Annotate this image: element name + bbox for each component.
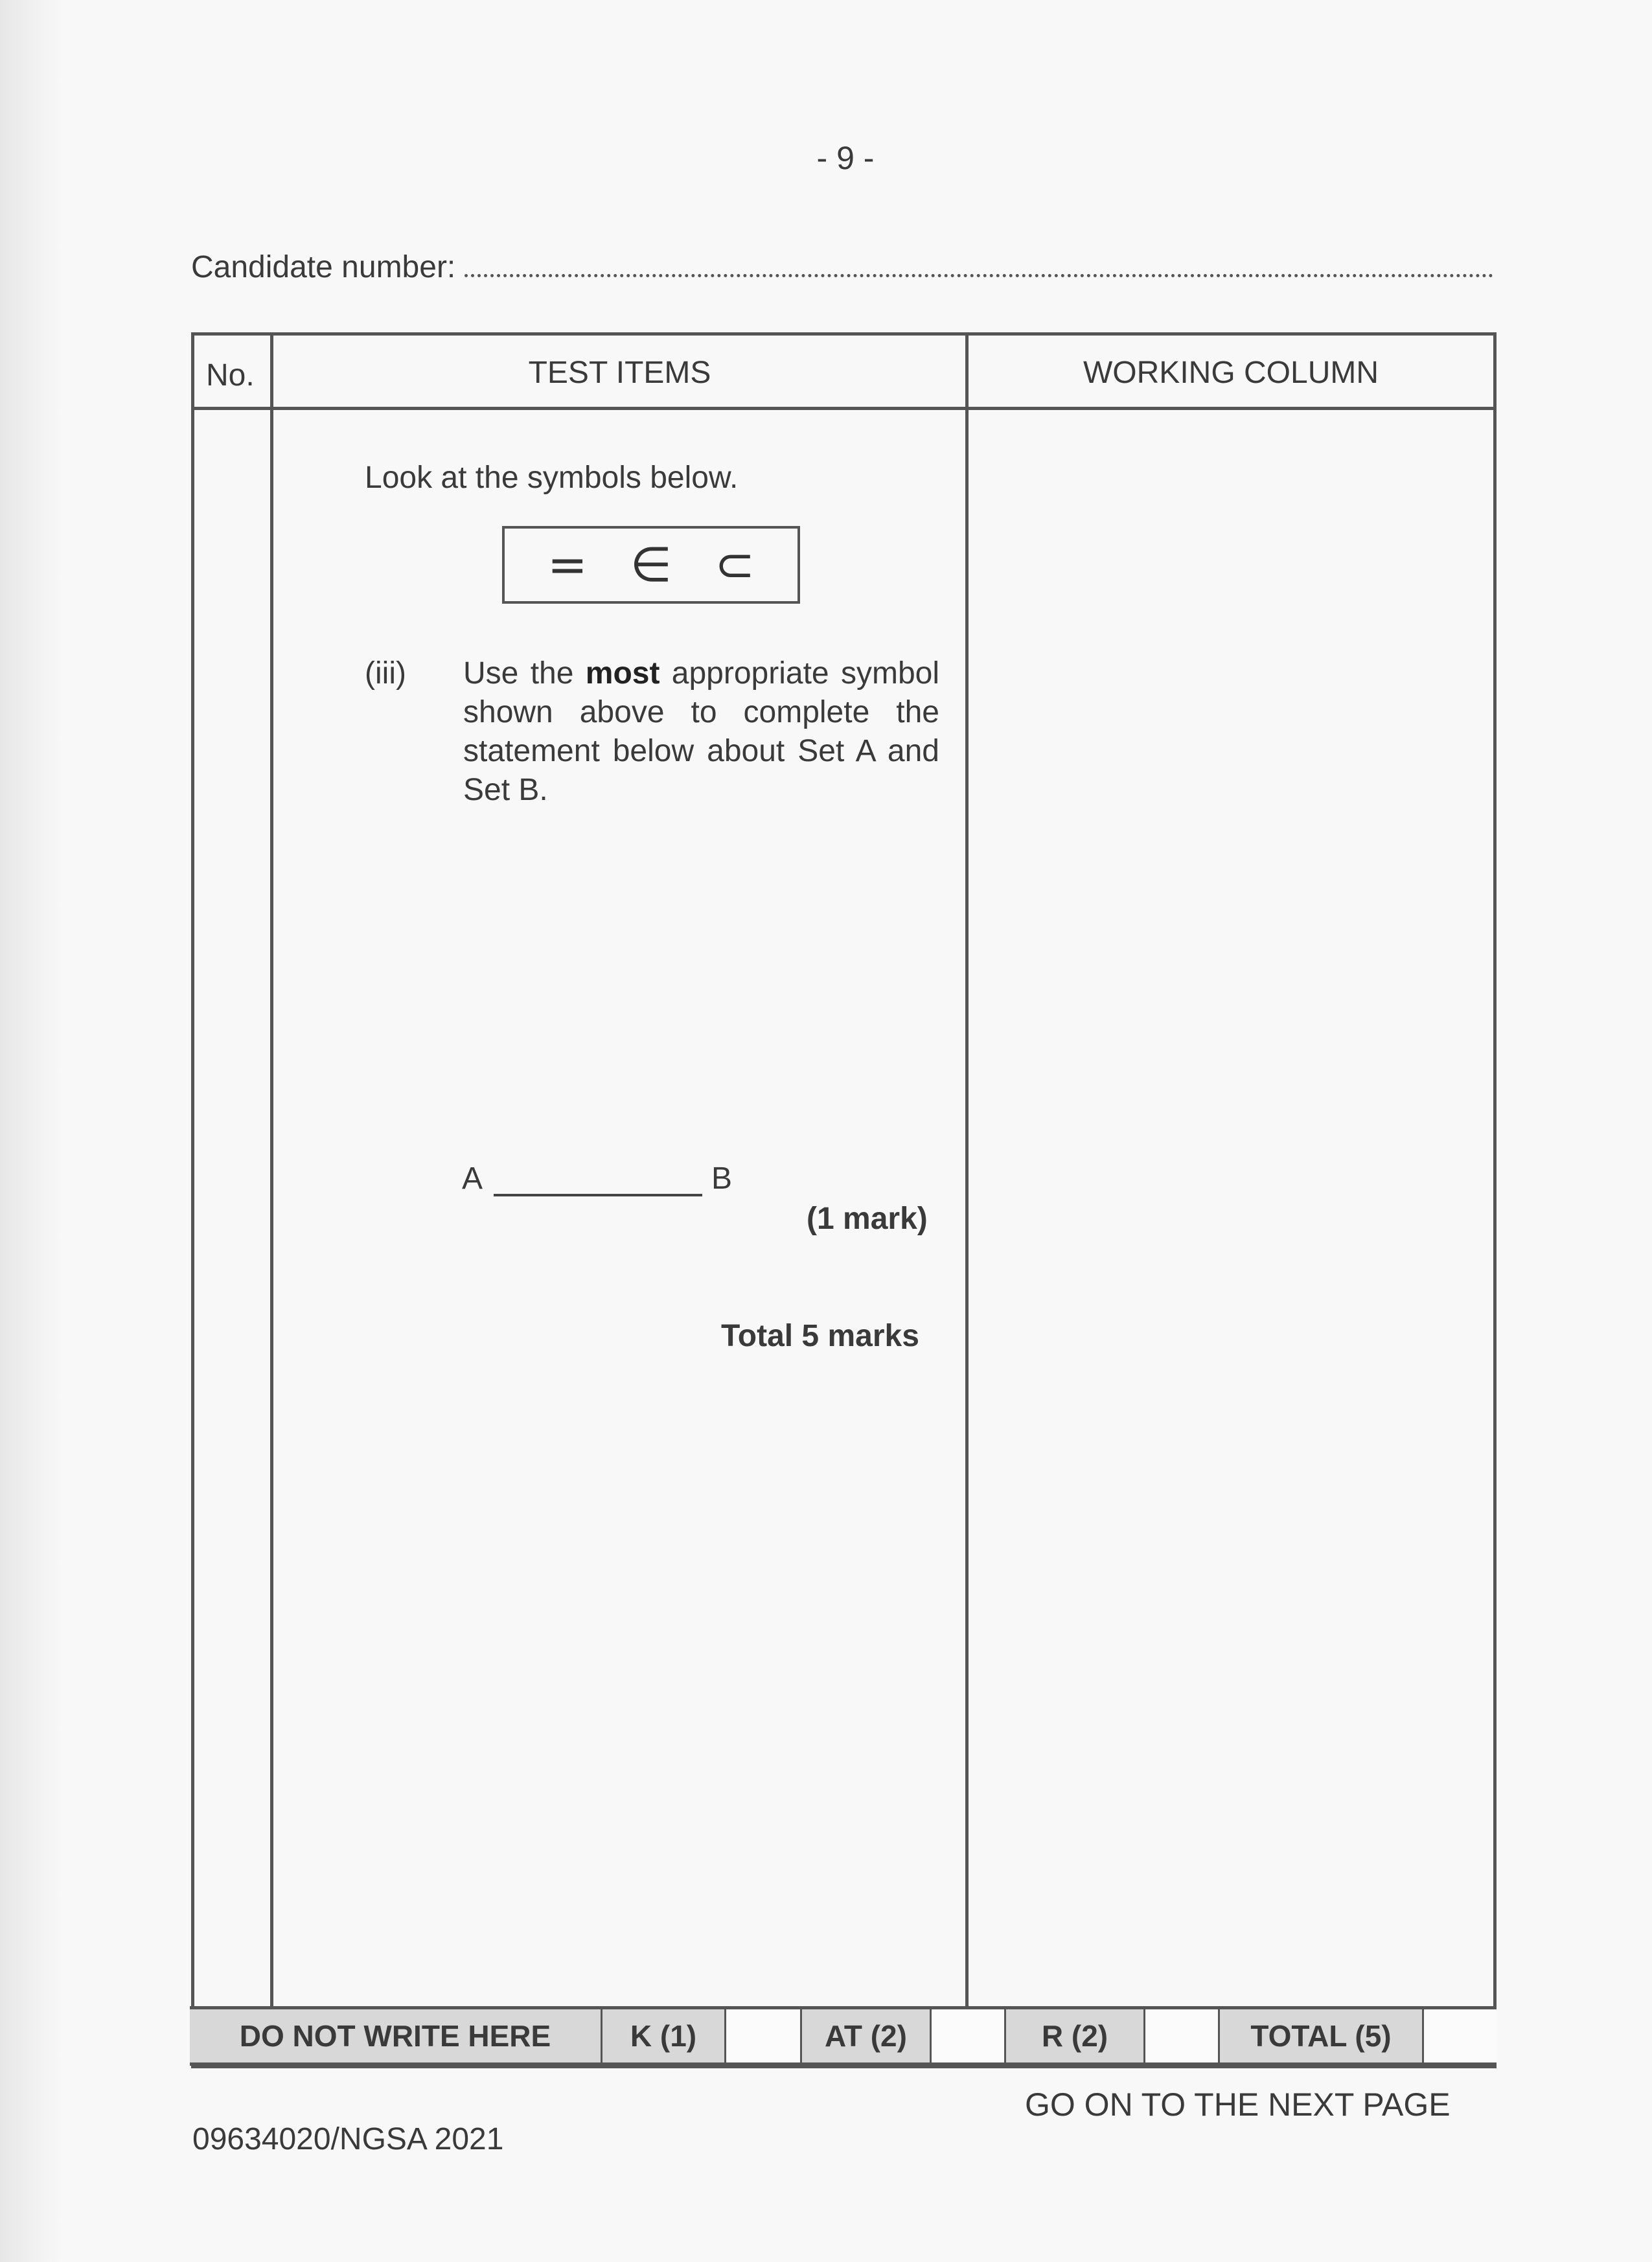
set-b-label: B — [711, 1161, 733, 1196]
page-number: - 9 - — [816, 140, 875, 176]
column-divider-working — [965, 336, 969, 2010]
table-header — [194, 336, 1493, 410]
question-text — [463, 654, 939, 810]
symbols-box — [502, 526, 800, 604]
k-score-box — [726, 2009, 802, 2062]
candidate-number-label: Candidate number: — [191, 250, 456, 284]
question-text-end: appropriate symbol shown above to complete the statement below about Set A and Set B. — [463, 656, 939, 807]
question-text-start: Use the — [463, 656, 586, 691]
marks-label: (1 mark) — [807, 1202, 928, 1236]
do-not-write-label: DO NOT WRITE HERE — [190, 2009, 602, 2062]
r-label: R (2) — [1006, 2009, 1145, 2062]
answer-blank[interactable] — [494, 1194, 702, 1196]
question-intro: Look at the symbols below. — [365, 461, 739, 495]
element-of-symbol: ∈ — [630, 537, 672, 593]
candidate-number-line — [191, 249, 1493, 285]
column-divider-no — [270, 336, 273, 2010]
k-label: K (1) — [602, 2009, 726, 2062]
total-score-box — [1424, 2009, 1497, 2062]
working-column-area[interactable] — [970, 410, 1491, 2007]
equals-symbol: = — [547, 537, 588, 593]
header-no: No. — [206, 358, 255, 393]
total-marks-label: Total 5 marks — [721, 1319, 919, 1353]
header-test-items: TEST ITEMS — [528, 356, 711, 390]
r-score-box — [1145, 2009, 1220, 2062]
scan-shadow — [0, 0, 62, 2262]
header-working-column: WORKING COLUMN — [1083, 356, 1379, 390]
total-label: TOTAL (5) — [1220, 2009, 1424, 2062]
set-a-label: A — [462, 1161, 483, 1196]
question-text-bold: most — [585, 656, 660, 691]
question-part-label: (iii) — [365, 656, 406, 691]
at-label: AT (2) — [802, 2009, 932, 2062]
subset-symbol: ⊂ — [715, 537, 755, 593]
candidate-number-field[interactable] — [465, 256, 1493, 277]
at-score-box — [932, 2009, 1006, 2062]
marking-strip — [190, 2006, 1497, 2066]
go-on-next-page: GO ON TO THE NEXT PAGE — [1025, 2086, 1451, 2123]
exam-code: 09634020/NGSA 2021 — [192, 2122, 504, 2156]
